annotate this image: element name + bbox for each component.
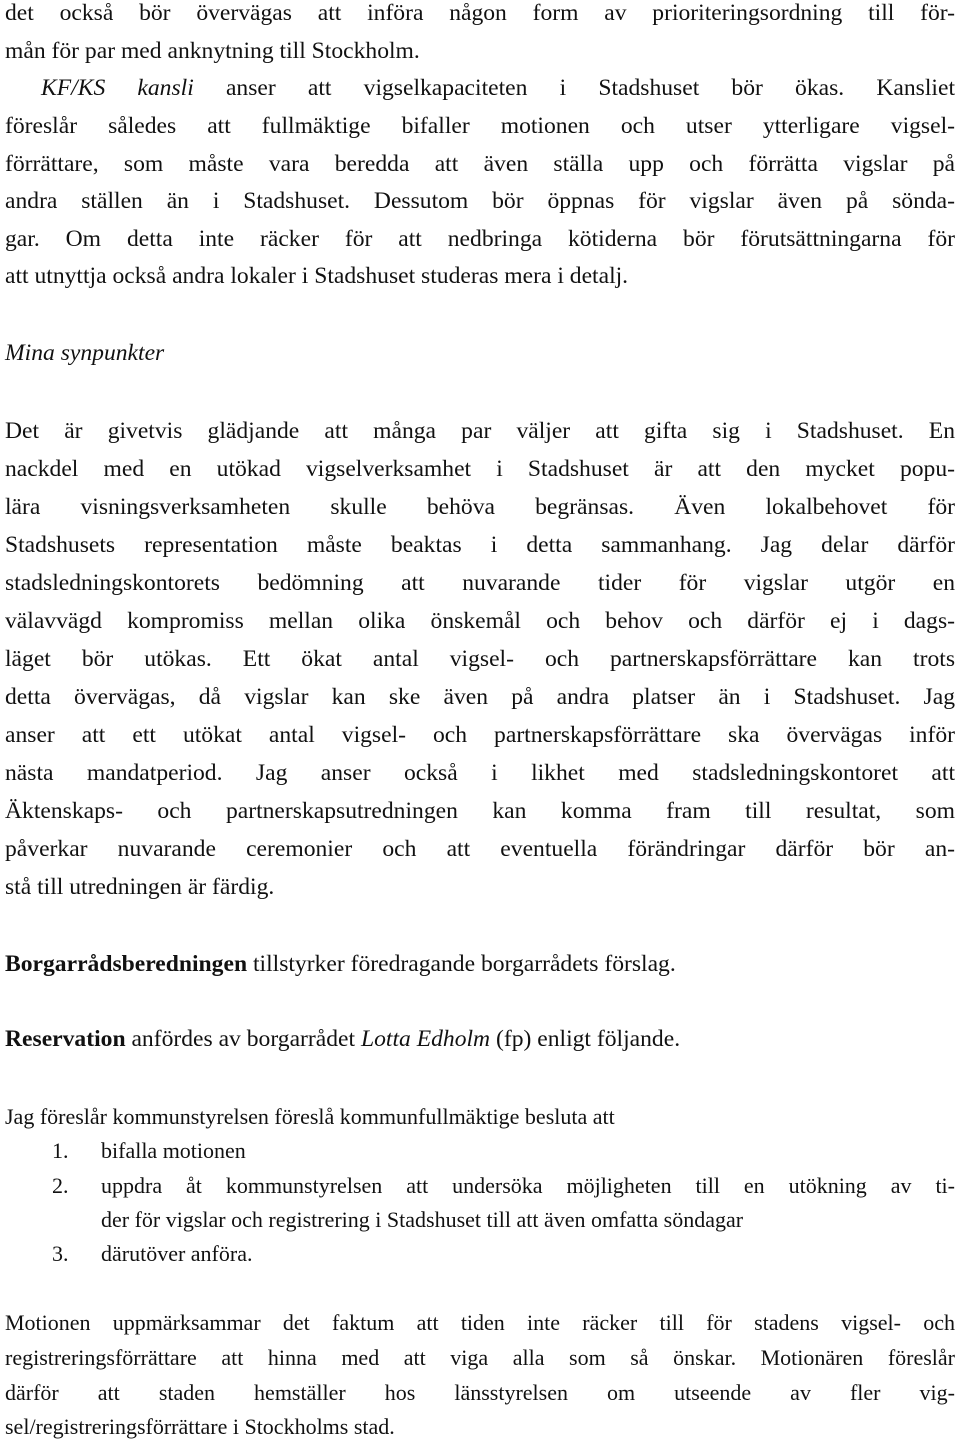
body-line: anser att ett utökat antal vigsel- och partnerskapsförrättare ska övervägas inför [5, 722, 955, 748]
borgarradsberedningen-label: Borgarrådsberedningen [5, 951, 248, 977]
list-item-continuation: der för vigslar och registrering i Stadshuset till att även omfatta söndagar [101, 1207, 744, 1232]
body-line: detta övervägas, då vigslar kan ske även på andra platser än i Stadshuset. Jag [5, 684, 955, 710]
body-line: förrättare, som måste vara beredda att även ställa upp och förrätta vigslar på [5, 151, 955, 177]
body-line: stå till utredningen är färdig. [5, 874, 275, 900]
body-line: mån för par med anknytning till Stockholm. [5, 38, 420, 64]
body-line: att utnyttja också andra lokaler i Stadshuset studeras mera i detalj. [5, 263, 629, 289]
list-item: därutöver anföra. [101, 1241, 253, 1266]
list-number: 3. [52, 1241, 69, 1266]
body-line: stadsledningskontorets bedömning att nuvarande tider för vigslar utgör en [5, 570, 955, 596]
body-line: nästa mandatperiod. Jag anser också i likhet med stadsledningskontoret att [5, 760, 955, 786]
body-line: sel/registreringsförrättare i Stockholms stad. [5, 1414, 395, 1439]
reservation-line: Reservation anfördes av borgarrådet Lotta Edholm (fp) enligt följande. [5, 1026, 681, 1052]
decision-text: tillstyrker föredragande borgarrådets förslag. [247, 951, 676, 977]
body-line: gar. Om detta inte räcker för att nedbringa kötiderna bör förutsättningarna för [5, 226, 955, 252]
body-line: det också bör övervägas att införa någon form av prioriteringsordning till för- [5, 0, 955, 26]
list-number: 1. [52, 1138, 69, 1163]
list-number: 2. [52, 1173, 69, 1198]
section-heading: Mina synpunkter [5, 340, 165, 366]
body-line: läget bör utökas. Ett ökat antal vigsel- och partnerskapsförrättare kan trots [5, 646, 955, 672]
body-line: Motionen uppmärksammar det faktum att tiden inte räcker till för stadens vigsel- och [5, 1310, 955, 1335]
decision-line [5, 951, 955, 978]
body-line: påverkar nuvarande ceremonier och att eventuella förändringar därför bör an- [5, 836, 955, 862]
body-line: lära visningsverksamheten skulle behöva begränsas. Även lokalbehovet för [5, 494, 955, 520]
body-line [41, 75, 955, 102]
body-line: välavvägd kompromiss mellan olika önskemål och behov och därför ej i dags- [5, 608, 955, 634]
list-item: bifalla motionen [101, 1138, 246, 1163]
reservation-label: Reservation [5, 1026, 126, 1052]
list-item: uppdra åt kommunstyrelsen att undersöka möjligheten till en utökning av ti- [101, 1173, 955, 1198]
body-text: anser att vigselkapaciteten i Stadshuset bör ökas. Kansliet [193, 75, 955, 101]
body-line: Äktenskaps- och partnerskapsutredningen kan komma fram till resultat, som [5, 798, 955, 824]
body-line: Det är givetvis glädjande att många par väljer att gifta sig i Stadshuset. En [5, 418, 955, 444]
kansli-name: KF/KS kansli [41, 75, 194, 101]
body-line: därför att staden hemställer hos länsstyrelsen om utseende av fler vig- [5, 1380, 955, 1405]
body-line: registreringsförrättare att hinna med att viga alla som så önskar. Motionären föreslår [5, 1345, 955, 1370]
body-line: Stadshusets representation måste beaktas i detta sammanhang. Jag delar därför [5, 532, 955, 558]
person-name: Lotta Edholm [360, 1026, 491, 1052]
body-line: föreslår således att fullmäktige bifaller motionen och utser ytterligare vigsel- [5, 113, 955, 139]
body-line: andra ställen än i Stadshuset. Dessutom bör öppnas för vigslar även på sönda- [5, 188, 955, 214]
body-line: nackdel med en utökad vigselverksamhet i Stadshuset är att den mycket popu- [5, 456, 955, 482]
proposal-intro: Jag föreslår kommunstyrelsen föreslå kommunfullmäktige besluta att [5, 1104, 615, 1129]
